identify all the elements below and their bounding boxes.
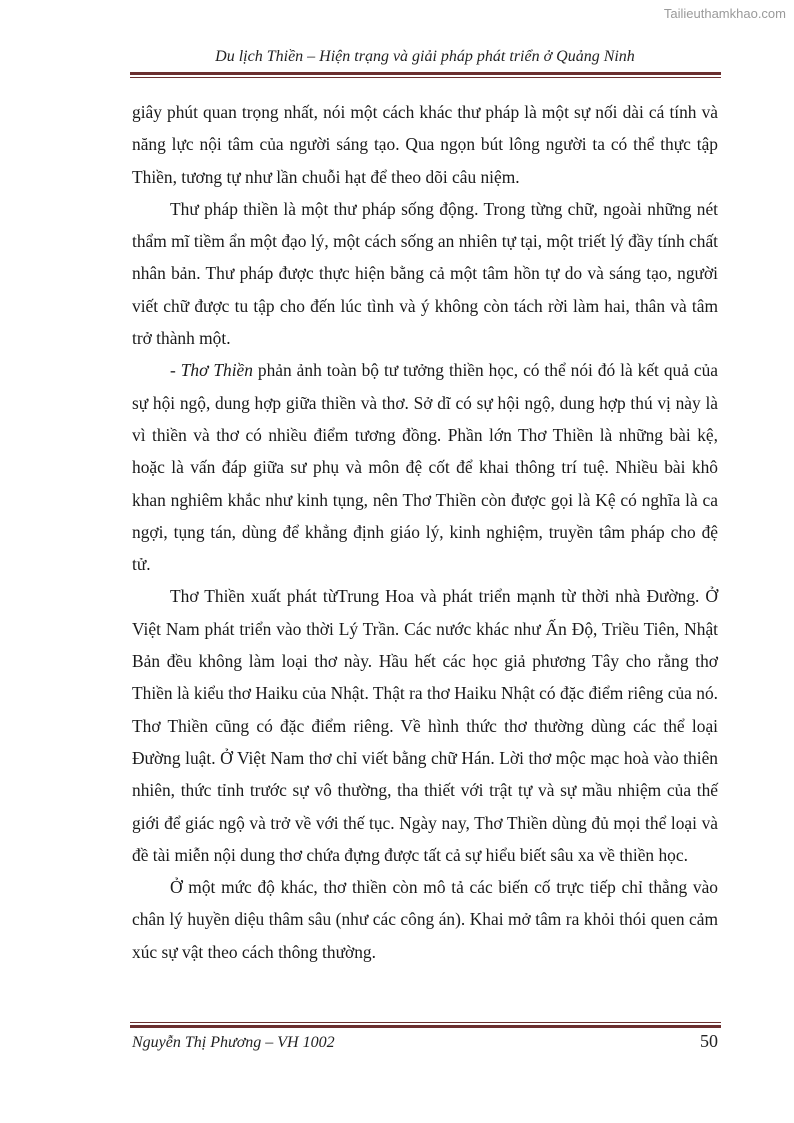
header-rule-thick — [130, 72, 721, 75]
running-header: Du lịch Thiền – Hiện trạng và giải pháp phát triển ở Quảng Ninh — [215, 48, 635, 65]
paragraph-4: Thơ Thiền xuất phát từTrung Hoa và phát triển mạnh từ thời nhà Đường. Ở Việt Nam phát triển vào thời Lý Trần. Các nước khác như Ấn Độ, Triều Tiên, Nhật Bản đều không làm loại thơ này. Hầu hết các học giả phương Tây cho rằng thơ Thiền là kiểu thơ Haiku của Nhật. Thật ra thơ Haiku Nhật có đặc điểm riêng của nó. Thơ Thiền cũng có đặc điểm riêng. Về hình thức thơ thường dùng các thể loại Đường luật. Ở Việt Nam thơ chỉ viết bằng chữ Hán. Lời thơ mộc mạc hoà vào thiên nhiên, thức tỉnh trước sự vô thường, tha thiết với trật tự và sự mầu nhiệm của thế giới để giác ngộ và trở về với thế tục. Ngày nay, Thơ Thiền dùng đủ mọi thể loại và đề tài miễn nội dung thơ chứa đựng được tất cả sự hiểu biết sâu xa về thiền học. — [132, 586, 718, 865]
page-body — [132, 96, 718, 968]
paragraph-5: Ở một mức độ khác, thơ thiền còn mô tả các biến cố trực tiếp chỉ thẳng vào chân lý huyền diệu thâm sâu (như các công án). Khai mở tâm ra khỏi thói quen cảm xúc sự vật theo cách thông thường. — [132, 877, 718, 962]
header-rule-thin — [130, 77, 721, 78]
page-number: 50 — [700, 1031, 718, 1051]
paragraph-3 — [132, 354, 718, 580]
paragraph-1: giây phút quan trọng nhất, nói một cách khác thư pháp là một sự nối dài cá tính và năng lực nội tâm của người sáng tạo. Qua ngọn bút lông người ta có thể thực tập Thiền, tương tự như lần chuỗi hạt để theo dõi câu niệm. — [132, 102, 718, 187]
footer-author: Nguyễn Thị Phương – VH 1002 — [132, 1034, 335, 1051]
footer-rule-thin — [130, 1022, 721, 1023]
paragraph-3-text: phản ảnh toàn bộ tư tưởng thiền học, có thể nói đó là kết quả của sự hội ngộ, dung hợp giữa thiền và thơ. Sở dĩ có sự hội ngộ, dung hợp thú vị này là vì thiền và thơ có nhiều điểm tương đồng. Phần lớn Thơ Thiền là những bài kệ, hoặc là vấn đáp giữa sư phụ và môn đệ cốt để khai thông trí tuệ. Nhiều bài khô khan nghiêm khắc như kinh tụng, nên Thơ Thiền còn được gọi là Kệ có nghĩa là ca ngợi, tụng tán, dùng để khẳng định giáo lý, kinh nghiệm, truyền tâm pháp cho đệ tử. — [132, 360, 719, 575]
footer-rule-thick — [130, 1025, 721, 1028]
paragraph-3-dash: - — [170, 360, 181, 381]
watermark: Tailieuthamkhao.com — [663, 6, 786, 21]
term-tho-thien: Thơ Thiền — [180, 360, 253, 381]
paragraph-2: Thư pháp thiền là một thư pháp sống động. Trong từng chữ, ngoài những nét thẩm mĩ tiềm ẩn một đạo lý, một cách sống an nhiên tự tại, một triết lý đầy tính chất nhân bản. Thư pháp được thực hiện bằng cả một tâm hồn tự do và sáng tạo, người viết chữ được tu tập cho đến lúc tình và ý không còn tách rời làm hai, thân và tâm trở thành một. — [132, 198, 718, 349]
